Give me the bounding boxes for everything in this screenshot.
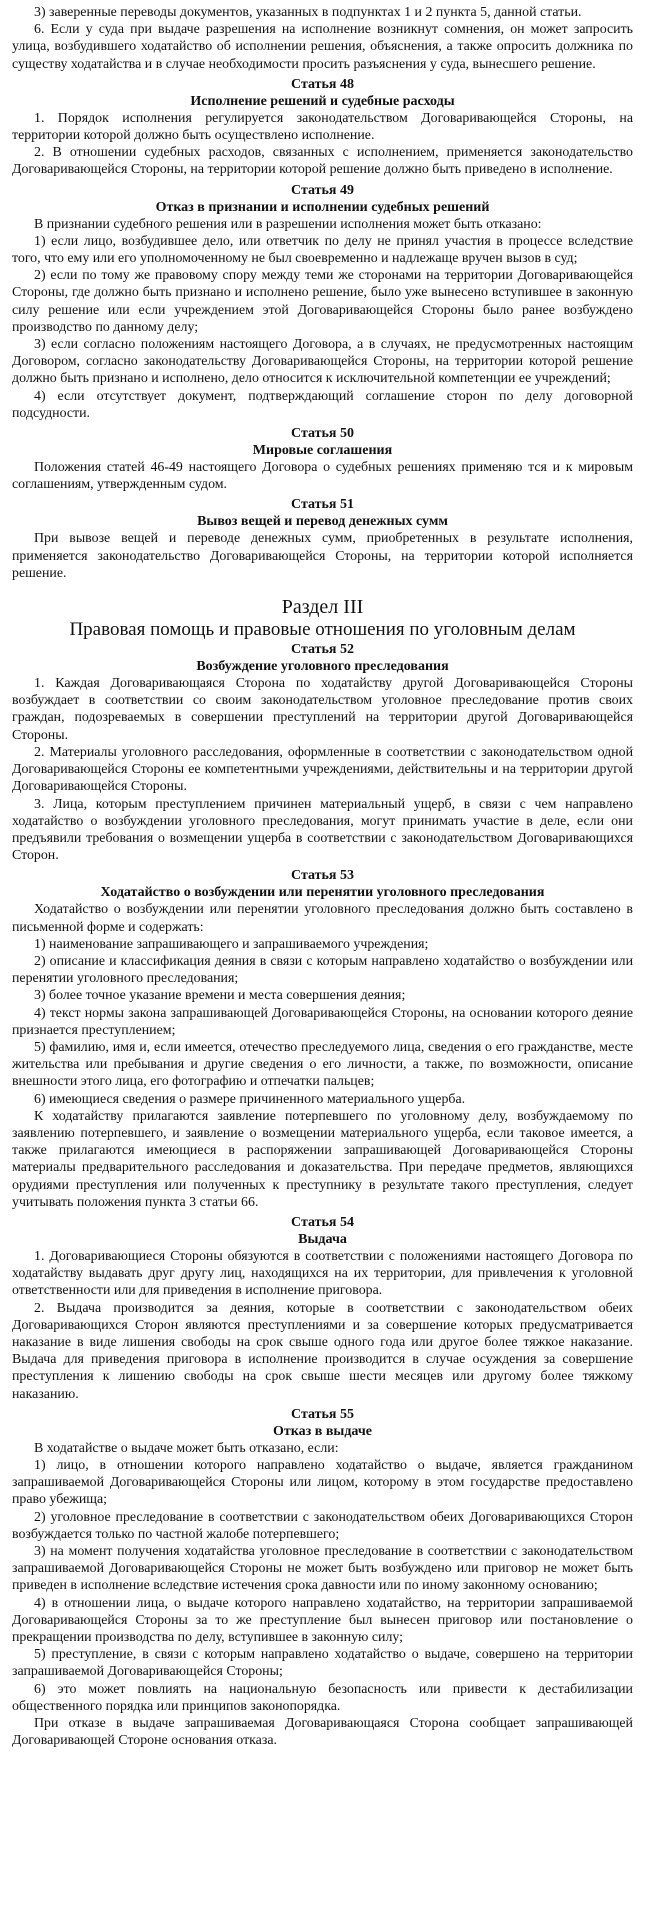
article-54-number: Статья 54 (291, 1214, 354, 1230)
article-49-number: Статья 49 (291, 182, 354, 198)
paragraph: 6. Если у суда при выдаче разрешения на исполнение возникнут сомнения, он может запросить улица, возбудившего ходатайство об исполнении решения, объяснения, а также опросить должника по существу ходатайства и в случае необходимости просить разъяснения у суда, вынесшего решение. (12, 22, 633, 72)
paragraph: 4) в отношении лица, о выдаче которого направлено ходатайство, на территории запрашиваемой Договаривающейся Стороны за то же преступление был вынесен приговор или постановление о прекращении производства по делу, вступившее в законную силу; (12, 1595, 633, 1646)
article-48-title: Исполнение решений и судебные расходы (190, 93, 455, 109)
article-51-number: Статья 51 (291, 497, 354, 513)
paragraph: 2) уголовное преследование в соответствии с законодательством обеих Договаривающихся Сторон возбуждается только по частной жалобе потерпевшего; (12, 1509, 633, 1542)
article-50-title: Мировые соглашения (252, 443, 393, 459)
paragraph: 3) если согласно положениям настоящего Договора, а в случаях, не предусмотренных настоящим Договором, согласно законодательству Договаривающейся Стороны, на территории которой решение должно быть признано и исполнено, дело относится к исключительной компетенции ее учреждений; (12, 337, 633, 387)
section-header (12, 596, 633, 641)
article-54-title: Выдача (298, 1231, 347, 1247)
paragraph: 3) заверенные переводы документов, указанных в подпунктах 1 и 2 пункта 5, данной статьи. (34, 5, 582, 20)
section-subtitle: Правовая помощь и правовые отношения по уголовным делам (69, 619, 576, 641)
paragraph: Положения статей 46-49 настоящего Договора о судебных решениях применяю тся и к мировым соглашениям, утвержденным судом. (12, 460, 633, 493)
article-52-number: Статья 52 (291, 642, 354, 658)
paragraph: 1. Каждая Договаривающаяся Сторона по ходатайству другой Договаривающейся Стороны возбуждает в соответствии со своим законодательством уголовное преследование против своих граждан, подозреваемых в совершении преступлений на территории другой Договаривающейся Стороны. (12, 676, 633, 743)
article-52-title: Возбуждение уголовного преследования (196, 659, 449, 675)
article-55-title: Отказ в выдаче (273, 1423, 372, 1439)
paragraph: К ходатайству прилагаются заявление потерпевшего по уголовному делу, возбуждаемому по заявлению потерпевшего, и заявление о возмещении материального ущерба, если таковое имеется, а также прилагаются имеющиеся в распоряжении запрашивающей Договаривающейся Стороны материалы предварительного расследования и доказательства. При передаче предметов, являющихся орудиями преступления или полученных к преступнику в результате такого преступления, следует учитывать положения пункта 3 статьи 66. (12, 1108, 633, 1210)
paragraph: 5) фамилию, имя и, если имеется, отечество преследуемого лица, сведения о его гражданстве, месте жительства или пребывания и другие сведения о его личности, а также, по возможности, описание внешности этого лица, его фотографию и отпечатки пальцев; (12, 1039, 633, 1090)
article-48-number: Статья 48 (291, 76, 354, 92)
paragraph: 1) лицо, в отношении которого направлено ходатайство о выдаче, является гражданином запрашиваемой Договаривающейся Стороны или лицом, которому в этом государстве предоставлено право убежища; (12, 1458, 633, 1508)
article-49-title: Отказ в признании и исполнении судебных решений (155, 199, 490, 215)
paragraph: 2. Выдача производится за деяния, которые в соответствии с законодательством обеих Договаривающихся Сторон являются преступлениями и за совершение которых предусматривается наказание в виде лишения свободы на срок свыше одного года или другое более тяжкое наказание. Выдача для приведения приговора в исполнение производится в случае осуждения за совершение преступления к лишению свободы на срок свыше шести месяцев или другому более тяжкому наказанию. (12, 1300, 633, 1402)
paragraph: 4) текст нормы закона запрашивающей Договаривающейся Стороны, на основании которого деяние признается преступлением; (12, 1005, 633, 1038)
paragraph: 6) имеющиеся сведения о размере причиненного материального ущерба. (34, 1091, 466, 1107)
paragraph: 4) если отсутствует документ, подтверждающий соглашение сторон по делу договорной подсудности. (12, 388, 633, 421)
article-53-title: Ходатайство о возбуждении или перенятии уголовного преследования (100, 885, 545, 901)
article-51-title: Вывоз вещей и перевод денежных сумм (197, 514, 448, 530)
paragraph: 1) наименование запрашивающего и запрашиваемого учреждения; (34, 936, 429, 952)
paragraph: 3. Лица, которым преступлением причинен материальный ущерб, в связи с чем направлено ходатайство о возбуждении уголовного преследования, могут принимать участие в деле, если они предъявили требования о возмещении ущерба в соответствии с законодательством Договаривающихся Сторон. (12, 796, 633, 864)
article-55-number: Статья 55 (291, 1406, 354, 1422)
paragraph: 1) если лицо, возбудившее дело, или ответчик по делу не принял участия в процессе вследствие того, что ему или его уполномоченному не был своевременно и надлежаще вручен вызов в суд; (12, 233, 633, 267)
paragraph: При отказе в выдаче запрашиваемая Договаривающаяся Сторона сообщает запрашивающей Договаривающей Стороне основания отказа. (12, 1716, 633, 1749)
paragraph: Ходатайство о возбуждении или перенятии уголовного преследования должно быть составлено в письменной форме и содержать: (12, 902, 633, 935)
paragraph: 3) на момент получения ходатайства уголовное преследование в соответствии с законодательством запрашиваемой Договаривающейся Стороны не может быть возбуждено или приговор не может быть приведен в исполнение вследствие истечения срока давности или по иному законному основанию; (12, 1544, 633, 1594)
article-53-number: Статья 53 (291, 868, 354, 884)
paragraph: 6) это может повлиять на национальную безопасность или привести к дестабилизации общественного порядка или принципов законопорядка. (12, 1681, 633, 1714)
article-50-number: Статья 50 (291, 426, 354, 442)
paragraph: 2) описание и классификация деяния в связи с которым направлено ходатайство о возбуждении или перенятии уголовного преследования; (12, 953, 633, 987)
paragraph: 5) преступление, в связи с которым направлено ходатайство о выдаче, совершено на территории запрашиваемой Договаривающейся Стороны; (12, 1647, 633, 1680)
paragraph: В ходатайстве о выдаче может быть отказано, если: (34, 1440, 339, 1456)
section-title: Раздел III (281, 596, 364, 619)
paragraph: 2) если по тому же правовому спору между теми же сторонами на территории Договаривающейся Стороны, где должно быть признано и исполнено решение, было уже вынесено вступившее в законную силу решение или если учреждением этой Договаривающейся Стороны было ранее возбуждено производство по данному делу; (12, 268, 633, 335)
paragraph: 3) более точное указание времени и места совершения деяния; (34, 988, 406, 1004)
paragraph: В признании судебного решения или в разрешении исполнения может быть отказано: (34, 216, 542, 232)
paragraph: 2. Материалы уголовного расследования, оформленные в соответствии с законодательством одной Договаривающейся Стороны ее компетентными учреждениями, действительны и на территории другой Договаривающейся Стороны. (12, 744, 633, 795)
paragraph: 1. Договаривающиеся Стороны обязуются в соответствии с положениями настоящего Договора по ходатайству выдавать друг другу лиц, находящихся на их территории, для привлечения к уголовной ответственности или для приведения в исполнение приговора. (12, 1248, 633, 1299)
paragraph: 2. В отношении судебных расходов, связанных с исполнением, применяется законодательство Договаривающейся Стороны, на территории которой решение должно быть приведено в исполнение. (12, 145, 633, 178)
paragraph: При вывозе вещей и переводе денежных сумм, приобретенных в результате исполнения, применяется законодательство Договаривающейся Стороны, на территории которой исполняется решение. (12, 531, 633, 581)
paragraph: 1. Порядок исполнения регулируется законодательством Договаривающейся Стороны, на территории которой должно быть осуществлено исполнение. (12, 110, 633, 144)
